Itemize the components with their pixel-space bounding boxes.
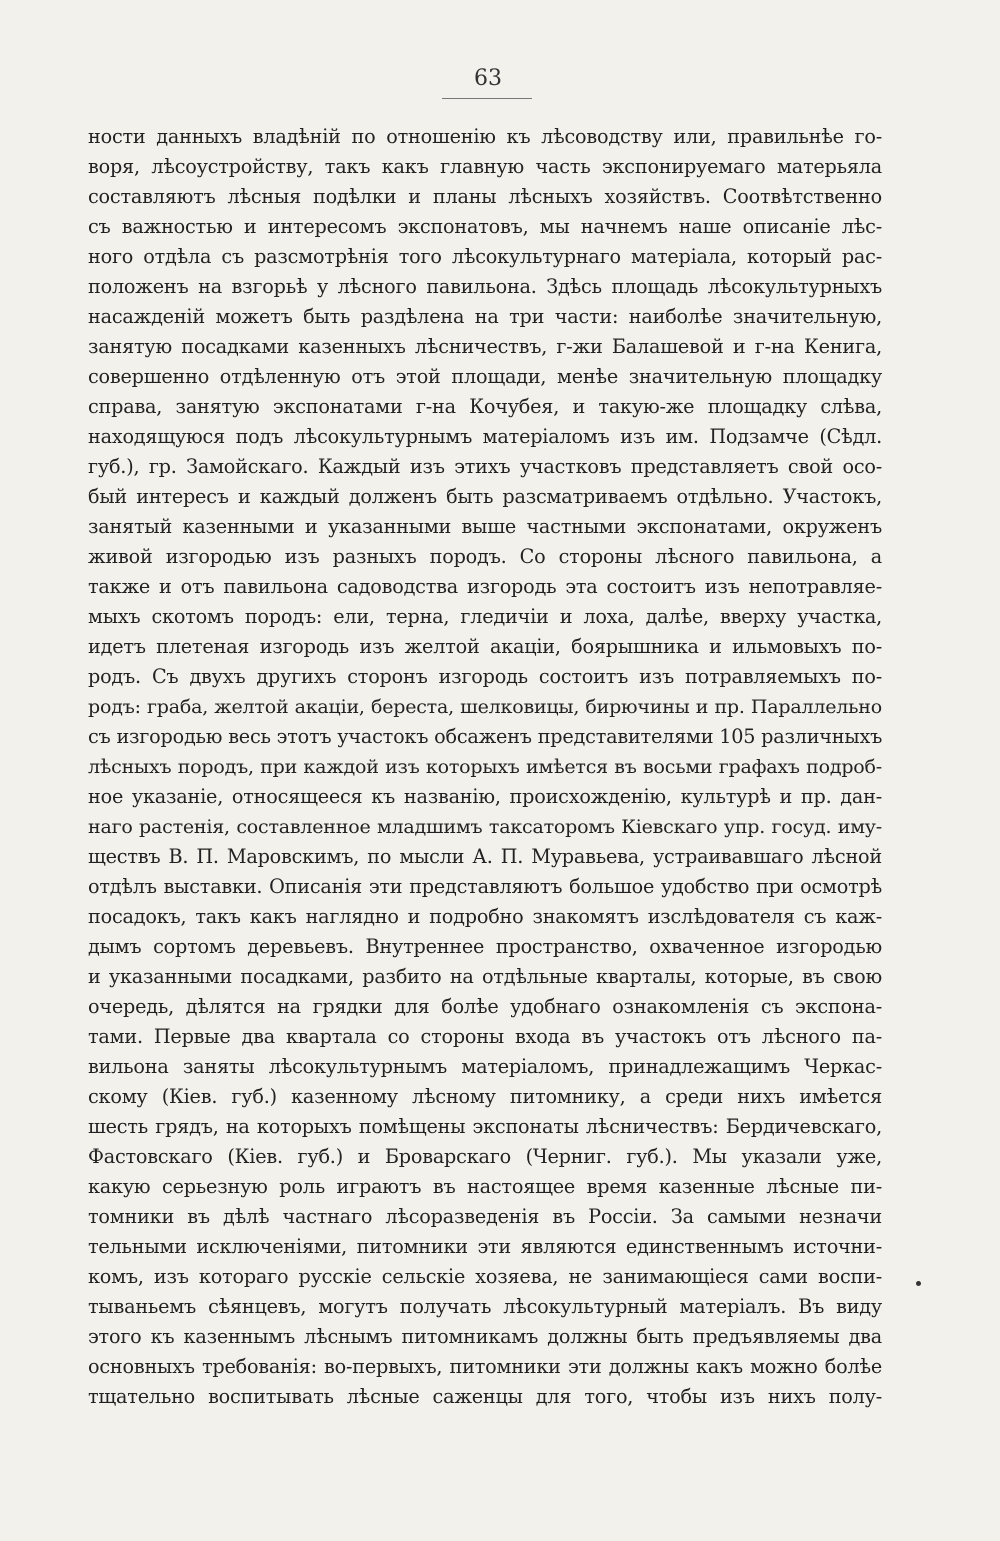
text-line: шесть грядъ, на которыхъ помѣщены экспонаты лѣсничествъ: Бердичевскаго, — [88, 1115, 882, 1138]
text-line: ности данныхъ владѣній по отношенію къ лѣсоводству или, правильнѣе го- — [88, 125, 882, 148]
text-line: скому (Кіев. губ.) казенному лѣсному питомнику, а среди нихъ имѣется — [88, 1085, 882, 1108]
text-line: какую серьезную роль играютъ въ настоящее время казенные лѣсные пи- — [88, 1175, 882, 1198]
header-rule — [442, 98, 532, 99]
text-line: съ важностью и интересомъ экспонатовъ, мы начнемъ наше описаніе лѣс- — [88, 215, 882, 238]
text-line: тельными исключеніями, питомники эти являются единственнымъ источни- — [88, 1235, 882, 1258]
text-line: занятый казенными и указанными выше частными экспонатами, окруженъ — [88, 515, 882, 538]
text-line: идетъ плетеная изгородь изъ желтой акаціи, боярышника и ильмовыхъ по- — [88, 635, 882, 658]
text-line: вильона заняты лѣсокультурнымъ матеріаломъ, принадлежащимъ Черкас- — [88, 1055, 882, 1078]
text-line: занятую посадками казенныхъ лѣсничествъ, г-жи Балашевой и г-на Кенига, — [88, 335, 882, 358]
text-line: составляютъ лѣсныя подѣлки и планы лѣсныхъ хозяйствъ. Соотвѣтственно — [88, 185, 882, 208]
text-line: наго растенія, составленное младшимъ таксаторомъ Кіевскаго упр. госуд. иму- — [88, 816, 882, 838]
text-line: тами. Первые два квартала со стороны входа въ участокъ отъ лѣсного па- — [88, 1025, 882, 1048]
ink-speck — [916, 1281, 921, 1286]
body-text — [88, 122, 882, 1412]
text-line: основныхъ требованія: во-первыхъ, питомники эти должны какъ можно болѣе — [88, 1355, 882, 1378]
text-line: томники въ дѣлѣ частнаго лѣсоразведенія въ Россіи. За самыми незначи — [88, 1205, 882, 1228]
text-line: дымъ сортомъ деревьевъ. Внутреннее пространство, охваченное изгородью — [88, 935, 882, 958]
text-line: насажденій можетъ быть раздѣлена на три части: наиболѣе значительную, — [88, 305, 882, 328]
text-line: родъ. Съ двухъ другихъ сторонъ изгородь состоитъ изъ потравляемыхъ по- — [88, 665, 882, 688]
text-line: лѣсныхъ породъ, при каждой изъ которыхъ имѣется въ восьми графахъ подроб- — [88, 756, 882, 778]
text-line: тываньемъ сѣянцевъ, могутъ получать лѣсокультурный матеріалъ. Въ виду — [88, 1295, 882, 1318]
text-line: посадокъ, такъ какъ наглядно и подробно знакомятъ изслѣдователя съ каж- — [88, 905, 882, 928]
text-line: воря, лѣсоустройству, такъ какъ главную часть экспонируемаго матерьяла — [88, 155, 882, 178]
text-line: родъ: граба, желтой акаціи, береста, шелковицы, бирючины и пр. Параллельно — [88, 696, 882, 718]
text-line: тщательно воспитывать лѣсные саженцы для того, чтобы изъ нихъ полу- — [88, 1385, 882, 1408]
text-line: также и отъ павильона садоводства изгородь эта состоитъ изъ непотравляе- — [88, 575, 882, 598]
text-line: положенъ на взгорьѣ у лѣсного павильона. Здѣсь площадь лѣсокультурныхъ — [88, 275, 882, 298]
text-line: мыхъ скотомъ породъ: ели, терна, гледичіи и лоха, далѣе, вверху участка, — [88, 605, 882, 628]
text-line: ществъ В. П. Маровскимъ, по мысли А. П. Муравьева, устраивавшаго лѣсной — [88, 845, 882, 868]
text-line: совершенно отдѣленную отъ этой площади, менѣе значительную площадку — [88, 365, 882, 388]
text-line: отдѣлъ выставки. Описанія эти представляютъ большое удобство при осмотрѣ — [88, 875, 882, 898]
text-line: живой изгородью изъ разныхъ породъ. Со стороны лѣсного павильона, а — [88, 545, 882, 568]
text-line: бый интересъ и каждый долженъ быть разсматриваемъ отдѣльно. Участокъ, — [88, 485, 882, 508]
text-line: ного отдѣла съ разсмотрѣнія того лѣсокультурнаго матеріала, который рас- — [88, 245, 882, 268]
text-line: находящуюся подъ лѣсокультурнымъ матеріаломъ изъ им. Подзамче (Сѣдл. — [88, 425, 882, 448]
page-number: 63 — [474, 66, 502, 91]
text-line: съ изгородью весь этотъ участокъ обсаженъ представителями 105 различныхъ — [88, 725, 882, 748]
text-line: комъ, изъ котораго русскіе сельскіе хозяева, не занимающіеся сами воспи- — [88, 1265, 882, 1288]
text-line: очередь, дѣлятся на грядки для болѣе удобнаго ознакомленія съ экспона- — [88, 995, 882, 1018]
text-line: ное указаніе, относящееся къ названію, происхожденію, культурѣ и пр. дан- — [88, 785, 882, 808]
text-line: Фастовскаго (Кіев. губ.) и Броварскаго (Черниг. губ.). Мы указали уже, — [88, 1145, 882, 1168]
text-line: этого къ казеннымъ лѣснымъ питомникамъ должны быть предъявляемы два — [88, 1325, 882, 1348]
text-line: и указанными посадками, разбито на отдѣльные кварталы, которые, въ свою — [88, 965, 882, 988]
text-line: губ.), гр. Замойскаго. Каждый изъ этихъ участковъ представляетъ свой осо- — [88, 455, 882, 478]
text-line: справа, занятую экспонатами г-на Кочубея, и такую-же площадку слѣва, — [88, 395, 882, 418]
